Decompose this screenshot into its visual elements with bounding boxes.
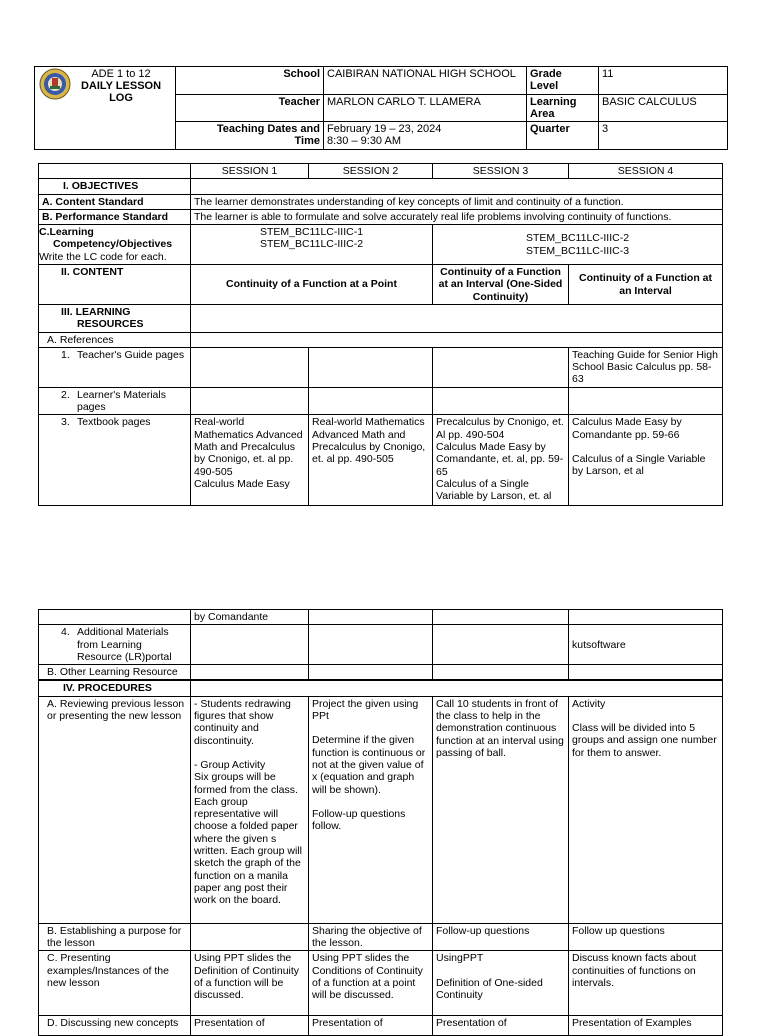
- grade-value: 11: [599, 67, 728, 95]
- procedure-c-label: C. Presenting examples/Instances of the new lesson: [39, 951, 191, 1016]
- objectives-heading: I. OBJECTIVES: [39, 179, 191, 194]
- lesson-table-page1: [38, 163, 723, 506]
- procedure-a-s4: Activity Class will be divided into 5 groups and assign one number for them to answer.: [569, 696, 723, 923]
- teacher-value: MARLON CARLO T. LLAMERA: [324, 94, 527, 122]
- learners-materials-label: 2. Learner's Materials pages: [39, 387, 191, 415]
- lm-s4: [569, 387, 723, 415]
- dates-label: Teaching Dates and Time: [176, 122, 324, 150]
- procedures-heading: IV. PROCEDURES: [39, 680, 191, 696]
- performance-standard-label: B. Performance Standard: [39, 209, 191, 224]
- tg-s1: [191, 347, 309, 387]
- lm-s2: [309, 387, 433, 415]
- other-s1: [191, 665, 309, 681]
- quarter-value: 3: [599, 122, 728, 150]
- procedures-blank: [191, 680, 723, 696]
- content-standard-label: A. Content Standard: [39, 194, 191, 209]
- content-heading: II. CONTENT: [39, 265, 191, 305]
- textbook-s1: Real-world Mathematics Advanced Math and Precalculus by Cnonigo, et. al pp. 490-505 Calculus Made Easy: [191, 415, 309, 506]
- other-s3: [433, 665, 569, 681]
- performance-standard-text: The learner is able to formulate and solve accurately real life problems involving continuity of functions.: [191, 209, 723, 224]
- grade-label: Grade Level: [527, 67, 599, 95]
- procedure-d-label: D. Discussing new concepts: [39, 1016, 191, 1036]
- lm-s1: [191, 387, 309, 415]
- tg-s3: [433, 347, 569, 387]
- procedure-d-s2: Presentation of: [309, 1016, 433, 1036]
- textbook-s4: Calculus Made Easy by Comandante pp. 59-66 Calculus of a Single Variable by Larson, et al: [569, 415, 723, 506]
- session-4-header: SESSION 4: [569, 164, 723, 179]
- session-corner: [39, 164, 191, 179]
- session-3-header: SESSION 3: [433, 164, 569, 179]
- learning-resources-heading: III. LEARNING RESOURCES: [39, 304, 191, 332]
- references-label: A. References: [39, 332, 191, 347]
- session-1-header: SESSION 1: [191, 164, 309, 179]
- textbook-cont-s1: by Comandante: [191, 610, 309, 625]
- content-s1-s2: Continuity of a Function at a Point: [191, 265, 433, 305]
- procedure-b-s2: Sharing the objective of the lesson.: [309, 923, 433, 951]
- teacher-label: Teacher: [176, 94, 324, 122]
- title-line1: ADE 1 to 12: [91, 68, 151, 80]
- am-s3: [433, 625, 569, 665]
- learning-area-label: Learning Area: [527, 94, 599, 122]
- title-line2: DAILY LESSON: [80, 80, 162, 92]
- references-blank: [191, 332, 723, 347]
- procedure-c-s2: Using PPT slides the Conditions of Continuity of a function at a point will be discussed.: [309, 951, 433, 1016]
- procedure-a-s2: Project the given using PPt Determine if the given function is continuous or not at the given value of x (equation and graph will be shown). Follow-up questions follow.: [309, 696, 433, 923]
- am-s4: kutsoftware: [569, 625, 723, 665]
- deped-seal-icon: [39, 68, 71, 100]
- textbook-cont-s2: [309, 610, 433, 625]
- procedure-a-s1: - Students redrawing figures that show continuity and discontinuity. - Group Activity Six groups will be formed from the class. Each group representative will choose a folded paper where the given s written. Each group will sketch the graph of the function on a manila paper ang post their work on the board.: [191, 696, 309, 923]
- school-label: School: [176, 67, 324, 95]
- textbook-s3: Precalculus by Cnonigo, et. Al pp. 490-504 Calculus Made Easy by Comandante, et. al, pp. 59-65 Calculus of a Single Variable by Larson, et. al: [433, 415, 569, 506]
- procedure-c-s3: UsingPPT Definition of One-sided Continuity: [433, 951, 569, 1016]
- title-line3: LOG: [109, 92, 133, 104]
- content-standard-text: The learner demonstrates understanding of key concepts of limit and continuity of a function.: [191, 194, 723, 209]
- procedure-d-s1: Presentation of: [191, 1016, 309, 1036]
- session-2-header: SESSION 2: [309, 164, 433, 179]
- procedure-c-s4: Discuss known facts about continuities of functions on intervals.: [569, 951, 723, 1016]
- dates-value: February 19 – 23, 2024 8:30 – 9:30 AM: [324, 122, 527, 150]
- procedure-a-label: A. Reviewing previous lesson or presenting the new lesson: [39, 696, 191, 923]
- lm-s3: [433, 387, 569, 415]
- tg-s2: [309, 347, 433, 387]
- teachers-guide-label: 1. Teacher's Guide pages: [39, 347, 191, 387]
- lc-codes-s1-s2: STEM_BC11LC-IIIC-1 STEM_BC11LC-IIIC-2: [191, 225, 433, 265]
- tg-s4: Teaching Guide for Senior High School Basic Calculus pp. 58-63: [569, 347, 723, 387]
- textbook-cont-s3: [433, 610, 569, 625]
- school-value: CAIBIRAN NATIONAL HIGH SCHOOL: [324, 67, 527, 95]
- header-title-cell: [35, 67, 176, 150]
- other-s2: [309, 665, 433, 681]
- am-s1: [191, 625, 309, 665]
- lc-codes-s3-s4: STEM_BC11LC-IIIC-2 STEM_BC11LC-IIIC-3: [433, 225, 723, 265]
- content-s3: Continuity of a Function at an Interval (One-Sided Continuity): [433, 265, 569, 305]
- procedure-b-label: B. Establishing a purpose for the lesson: [39, 923, 191, 951]
- additional-materials-label: 4. Additional Materials from Learning Resource (LR)portal: [39, 625, 191, 665]
- learning-resources-blank: [191, 304, 723, 332]
- procedure-c-s1: Using PPT slides the Definition of Continuity of a function will be discussed.: [191, 951, 309, 1016]
- objectives-blank: [191, 179, 723, 194]
- lesson-table-page2: [38, 609, 723, 1036]
- quarter-label: Quarter: [527, 122, 599, 150]
- textbook-cont-label: [39, 610, 191, 625]
- textbook-s2: Real-world Mathematics Advanced Math and Precalculus by Cnonigo, et. al pp. 490-505: [309, 415, 433, 506]
- procedure-a-s3: Call 10 students in front of the class to help in the demonstration continuous function at an interval using passing of ball.: [433, 696, 569, 923]
- procedure-b-s1: [191, 923, 309, 951]
- learning-competency-label: C.Learning Competency/Objectives Write the LC code for each.: [39, 225, 191, 265]
- procedure-b-s4: Follow up questions: [569, 923, 723, 951]
- textbook-cont-s4: [569, 610, 723, 625]
- header-table: [34, 66, 728, 150]
- procedure-d-s4: Presentation of Examples: [569, 1016, 723, 1036]
- content-s4: Continuity of a Function at an Interval: [569, 265, 723, 305]
- textbook-label: 3. Textbook pages: [39, 415, 191, 506]
- am-s2: [309, 625, 433, 665]
- procedure-d-s3: Presentation of: [433, 1016, 569, 1036]
- learning-area-value: BASIC CALCULUS: [599, 94, 728, 122]
- other-resource-label: B. Other Learning Resource: [39, 665, 191, 681]
- procedure-b-s3: Follow-up questions: [433, 923, 569, 951]
- other-s4: [569, 665, 723, 681]
